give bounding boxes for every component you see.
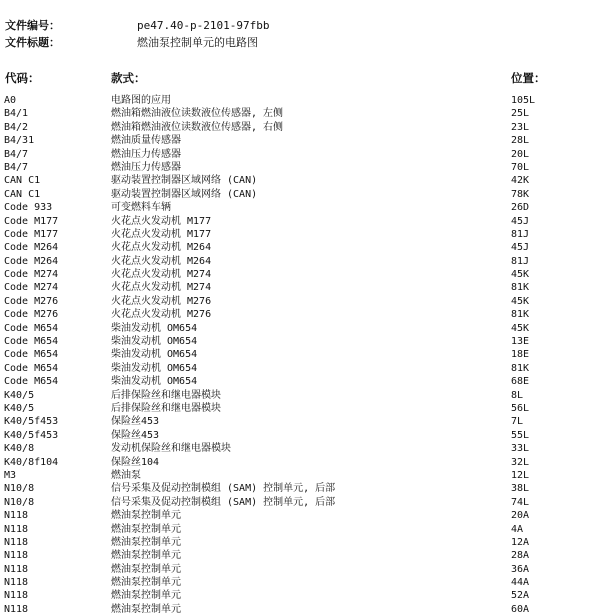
row-code: N118 [4, 590, 29, 602]
table-row [0, 456, 604, 469]
row-description: 柴油发动机 OM654 [111, 322, 198, 334]
row-description: 柴油发动机 OM654 [111, 336, 198, 348]
row-code: B4/31 [4, 135, 35, 147]
row-code: Code M276 [4, 309, 59, 321]
row-description: 燃油泵 [111, 469, 141, 481]
row-code: N118 [4, 510, 29, 522]
row-position: 18E [511, 349, 530, 361]
row-position: 20L [511, 148, 530, 160]
position-column-header: 位置： [511, 71, 546, 85]
row-code: Code M177 [4, 228, 59, 240]
row-position: 33L [511, 443, 530, 455]
row-description: 保险丝453 [111, 416, 160, 428]
row-position: 28A [511, 550, 530, 562]
row-code: N118 [4, 536, 29, 548]
row-description: 燃油压力传感器 [111, 148, 181, 160]
component-list [0, 94, 604, 616]
row-code: B4/2 [4, 121, 29, 133]
row-position: 4A [511, 523, 524, 535]
table-row [0, 134, 604, 147]
table-row [0, 335, 604, 348]
row-code: Code 933 [4, 202, 53, 214]
row-position: 81K [511, 362, 530, 374]
row-code: B4/1 [4, 108, 29, 120]
row-description: 燃油泵控制单元 [111, 603, 181, 615]
row-position: 42K [511, 175, 530, 187]
row-position: 45J [511, 242, 530, 254]
table-row [0, 281, 604, 294]
row-code: Code M654 [4, 336, 59, 348]
row-code: N118 [4, 550, 29, 562]
row-code: Code M264 [4, 242, 59, 254]
row-description: 燃油泵控制单元 [111, 536, 181, 548]
table-row [0, 268, 604, 281]
row-position: 60A [511, 603, 530, 615]
row-position: 13E [511, 336, 530, 348]
row-code: Code M274 [4, 282, 59, 294]
row-description: 保险丝104 [111, 456, 160, 468]
row-description: 火花点火发动机 M274 [111, 282, 212, 294]
table-row [0, 589, 604, 602]
doc-title-value: 燃油泵控制单元的电路图 [137, 36, 258, 49]
table-row [0, 442, 604, 455]
row-description: 燃油泵控制单元 [111, 590, 181, 602]
row-description: 燃油泵控制单元 [111, 577, 181, 589]
table-row [0, 308, 604, 321]
row-code: CAN C1 [4, 175, 41, 187]
row-code: K40/5 [4, 389, 35, 401]
row-code: M3 [4, 469, 17, 481]
row-position: 45K [511, 322, 530, 334]
table-row [0, 241, 604, 254]
row-description: 燃油泵控制单元 [111, 510, 181, 522]
table-row [0, 402, 604, 415]
table-row [0, 228, 604, 241]
row-description: 柴油发动机 OM654 [111, 376, 198, 388]
row-position: 23L [511, 121, 530, 133]
table-row [0, 215, 604, 228]
row-position: 45K [511, 269, 530, 281]
row-position: 26D [511, 202, 530, 214]
row-description: 火花点火发动机 M177 [111, 228, 212, 240]
table-row [0, 295, 604, 308]
row-code: Code M264 [4, 255, 59, 267]
table-row [0, 161, 604, 174]
row-code: K40/5f453 [4, 429, 59, 441]
row-code: B4/7 [4, 148, 29, 160]
row-description: 燃油泵控制单元 [111, 550, 181, 562]
row-description: 后排保险丝和继电器模块 [111, 389, 221, 401]
table-row [0, 389, 604, 402]
row-description: 信号采集及促动控制模组 (SAM) 控制单元, 后部 [111, 483, 336, 495]
row-position: 36A [511, 563, 530, 575]
row-code: Code M654 [4, 349, 59, 361]
table-row [0, 482, 604, 495]
row-code: A0 [4, 95, 17, 106]
row-description: 火花点火发动机 M276 [111, 295, 212, 307]
row-position: 81J [511, 255, 530, 267]
row-description: 电路图的应用 [111, 95, 171, 106]
table-row [0, 348, 604, 361]
row-description: 信号采集及促动控制模组 (SAM) 控制单元, 后部 [111, 496, 336, 508]
doc-number-value: pe47.40-p-2101-97fbb [137, 19, 270, 32]
row-description: 发动机保险丝和继电器模块 [111, 443, 231, 455]
row-position: 56L [511, 402, 530, 414]
row-position: 74L [511, 496, 530, 508]
table-row [0, 255, 604, 268]
model-column-header: 款式： [111, 71, 146, 85]
row-position: 12L [511, 469, 530, 481]
row-position: 45J [511, 215, 530, 227]
table-row [0, 549, 604, 562]
row-description: 火花点火发动机 M177 [111, 215, 212, 227]
row-description: 燃油质量传感器 [111, 135, 181, 147]
row-description: 燃油箱燃油液位读数液位传感器, 右侧 [111, 121, 284, 133]
row-description: 火花点火发动机 M264 [111, 242, 212, 254]
row-position: 105L [511, 95, 536, 106]
row-description: 柴油发动机 OM654 [111, 362, 198, 374]
row-description: 火花点火发动机 M274 [111, 269, 212, 281]
row-position: 8L [511, 389, 524, 401]
row-position: 38L [511, 483, 530, 495]
row-position: 52A [511, 590, 530, 602]
row-code: N118 [4, 563, 29, 575]
row-code: N118 [4, 523, 29, 535]
row-description: 燃油泵控制单元 [111, 523, 181, 535]
row-description: 保险丝453 [111, 429, 160, 441]
row-code: K40/8f104 [4, 456, 59, 468]
row-code: N10/8 [4, 483, 35, 495]
row-description: 燃油压力传感器 [111, 161, 181, 173]
row-code: N118 [4, 603, 29, 615]
row-position: 45K [511, 295, 530, 307]
row-description: 火花点火发动机 M276 [111, 309, 212, 321]
row-code: N118 [4, 577, 29, 589]
row-code: Code M177 [4, 215, 59, 227]
row-position: 78K [511, 188, 530, 200]
table-row [0, 469, 604, 482]
row-position: 70L [511, 161, 530, 173]
table-row [0, 188, 604, 201]
row-code: K40/8 [4, 443, 35, 455]
row-position: 12A [511, 536, 530, 548]
table-row [0, 496, 604, 509]
table-row [0, 322, 604, 335]
table-row [0, 201, 604, 214]
row-code: Code M276 [4, 295, 59, 307]
row-position: 7L [511, 416, 524, 428]
table-row [0, 576, 604, 589]
row-description: 后排保险丝和继电器模块 [111, 402, 221, 414]
row-description: 燃油箱燃油液位读数液位传感器, 左侧 [111, 108, 284, 120]
row-position: 68E [511, 376, 530, 388]
table-row [0, 523, 604, 536]
table-row [0, 429, 604, 442]
table-row [0, 107, 604, 120]
row-code: CAN C1 [4, 188, 41, 200]
code-column-header: 代码： [5, 71, 40, 85]
table-row [0, 375, 604, 388]
row-description: 柴油发动机 OM654 [111, 349, 198, 361]
row-description: 驱动装置控制器区域网络 (CAN) [111, 188, 258, 200]
row-position: 32L [511, 456, 530, 468]
row-position: 55L [511, 429, 530, 441]
table-row [0, 94, 604, 107]
row-code: B4/7 [4, 161, 29, 173]
row-code: K40/5f453 [4, 416, 59, 428]
table-row [0, 148, 604, 161]
row-code: Code M654 [4, 376, 59, 388]
row-description: 燃油泵控制单元 [111, 563, 181, 575]
table-row [0, 121, 604, 134]
row-position: 81K [511, 309, 530, 321]
row-description: 火花点火发动机 M264 [111, 255, 212, 267]
table-row [0, 174, 604, 187]
table-row [0, 509, 604, 522]
doc-title-label: 文件标题： [5, 36, 60, 49]
table-row [0, 362, 604, 375]
row-description: 驱动装置控制器区域网络 (CAN) [111, 175, 258, 187]
row-code: Code M654 [4, 362, 59, 374]
row-position: 44A [511, 577, 530, 589]
table-row [0, 603, 604, 616]
row-code: Code M274 [4, 269, 59, 281]
row-description: 可变燃料车辆 [111, 202, 171, 214]
row-code: K40/5 [4, 402, 35, 414]
row-code: N10/8 [4, 496, 35, 508]
row-position: 20A [511, 510, 530, 522]
row-code: Code M654 [4, 322, 59, 334]
row-position: 81K [511, 282, 530, 294]
row-position: 25L [511, 108, 530, 120]
row-position: 28L [511, 135, 530, 147]
doc-number-label: 文件编号： [5, 19, 60, 32]
row-position: 81J [511, 228, 530, 240]
table-row [0, 563, 604, 576]
table-row [0, 536, 604, 549]
table-row [0, 415, 604, 428]
